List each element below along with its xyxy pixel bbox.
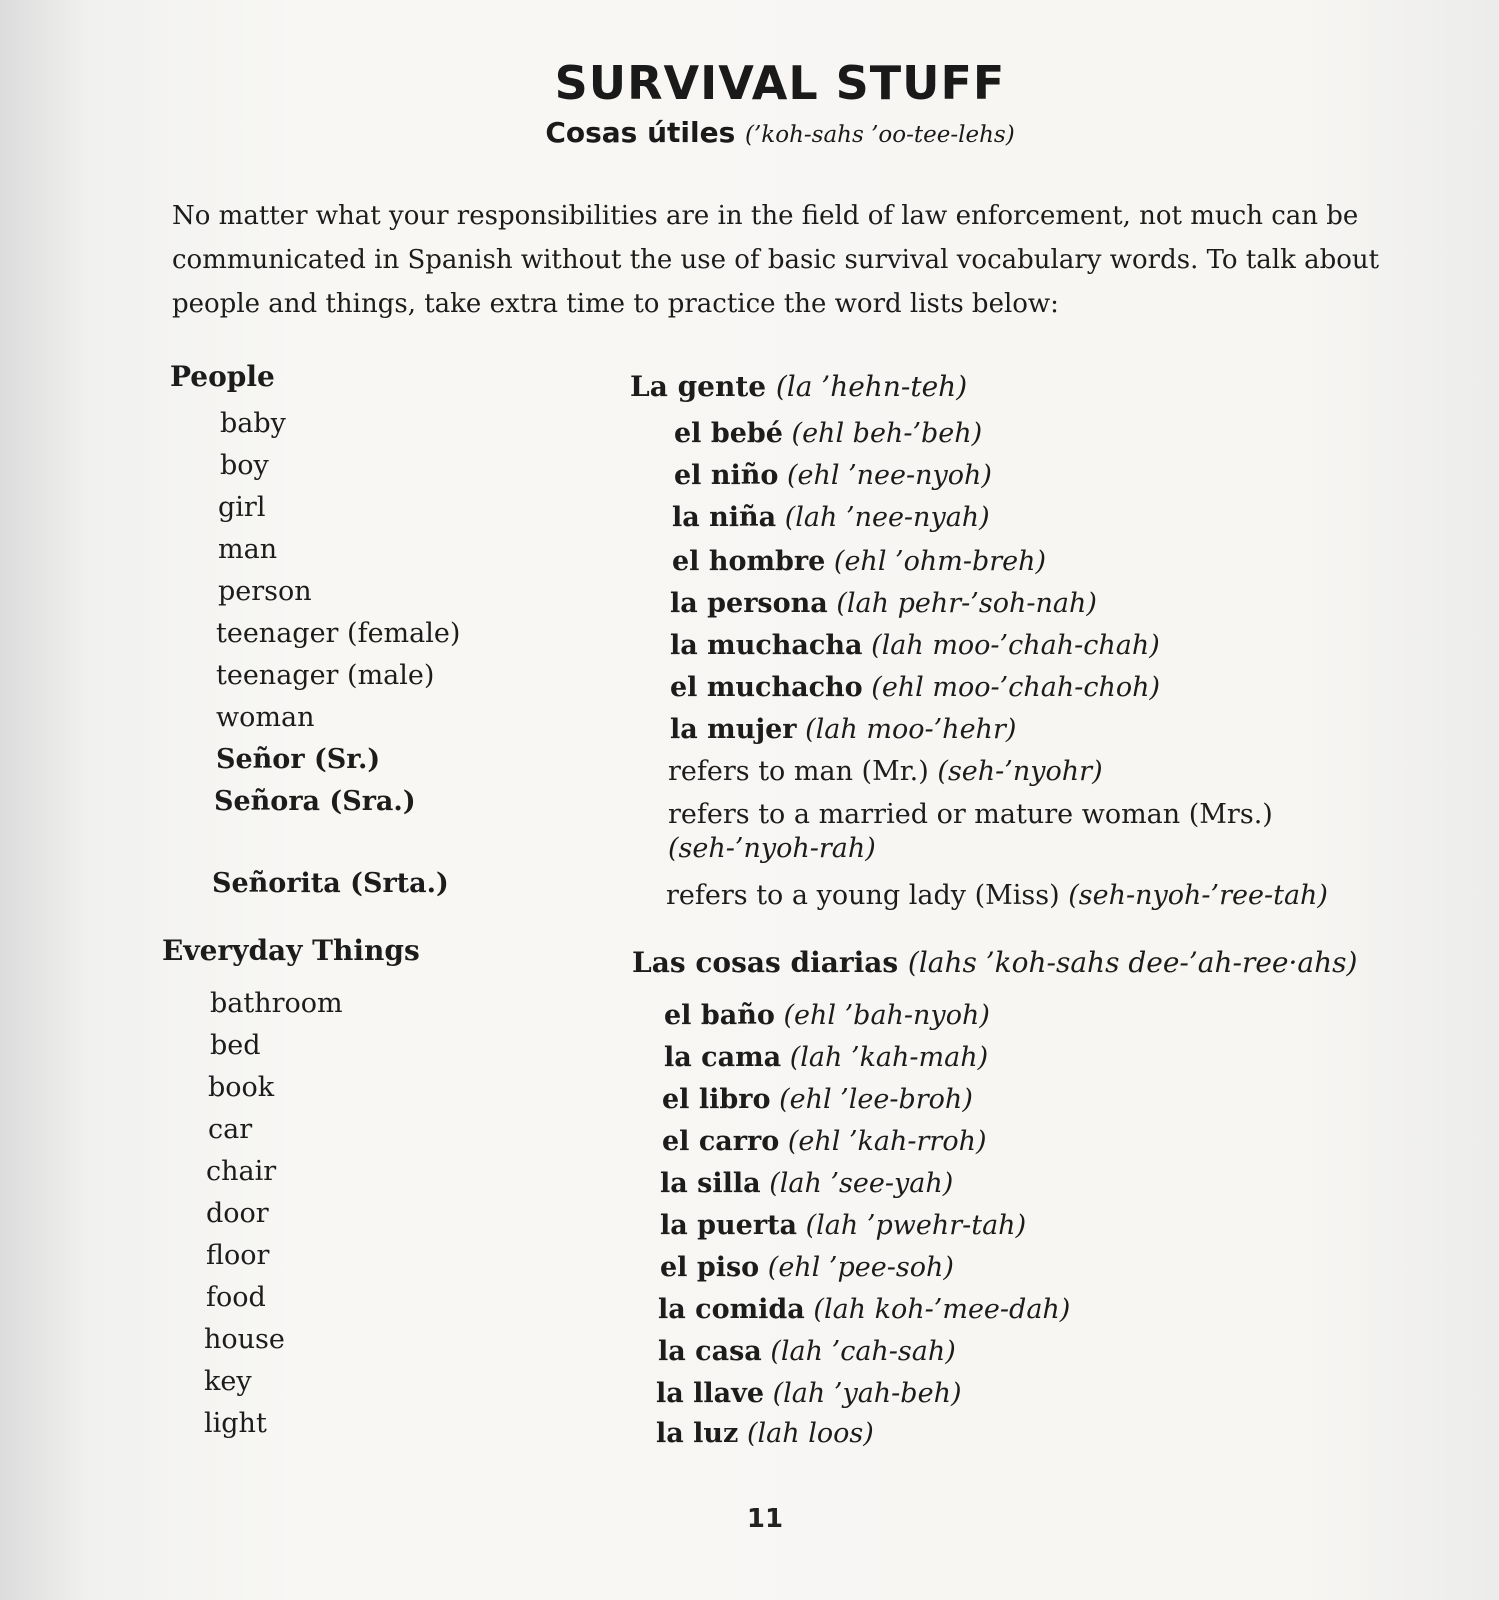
translation bbox=[670, 588, 1097, 619]
intro-text: No matter what your responsibilities are in the field of law enforcement, not much can be communicated in Spanish without the use of basic survival vocabulary words. To talk about people and things, take extra time to practice the word lists below: bbox=[172, 201, 1380, 319]
pronunciation: (lah ’cah-sah) bbox=[770, 1336, 956, 1367]
translation bbox=[656, 1378, 962, 1409]
spanish-word: la niña bbox=[672, 502, 777, 533]
spanish-word: el carro bbox=[662, 1126, 780, 1157]
spanish-word: la silla bbox=[660, 1168, 761, 1199]
list-item: girl bbox=[218, 492, 266, 523]
people-heading-es-word: La gente bbox=[630, 370, 767, 403]
list-item: food bbox=[206, 1282, 266, 1313]
spanish-word: la puerta bbox=[660, 1210, 798, 1241]
spanish-word: la llave bbox=[656, 1378, 765, 1409]
pronunciation: (ehl ’kah-rroh) bbox=[787, 1126, 987, 1157]
spanish-word: el hombre bbox=[672, 546, 826, 577]
spanish-word: la persona bbox=[670, 588, 828, 619]
spanish-word: la muchacha bbox=[670, 630, 863, 661]
title-term: Señora (Sra.) bbox=[214, 786, 416, 817]
subtitle-pronunciation: (’koh-sahs ’oo-tee-lehs) bbox=[745, 122, 1015, 148]
description-text: refers to a young lady (Miss) bbox=[666, 880, 1060, 911]
pronunciation: (ehl beh-’beh) bbox=[791, 418, 983, 449]
translation bbox=[664, 1042, 988, 1073]
pronunciation: (ehl ’nee-nyoh) bbox=[786, 460, 992, 491]
list-item: boy bbox=[220, 450, 269, 481]
list-item: car bbox=[208, 1114, 253, 1145]
translation bbox=[662, 1084, 973, 1115]
things-heading-en: Everyday Things bbox=[162, 934, 420, 967]
list-item: book bbox=[208, 1072, 275, 1103]
spanish-word: el libro bbox=[662, 1084, 771, 1115]
translation bbox=[672, 546, 1046, 577]
pronunciation: (ehl ’pee-soh) bbox=[767, 1252, 954, 1283]
list-item: woman bbox=[216, 702, 315, 733]
page-title: SURVIVAL STUFF bbox=[554, 56, 1006, 110]
list-item: man bbox=[218, 534, 278, 565]
title-description bbox=[666, 880, 1328, 911]
list-item: key bbox=[204, 1366, 252, 1397]
subtitle-spanish: Cosas útiles bbox=[545, 116, 736, 149]
list-item: light bbox=[204, 1408, 267, 1439]
translation bbox=[658, 1336, 956, 1367]
translation bbox=[656, 1418, 874, 1449]
list-item: person bbox=[218, 576, 312, 607]
things-heading-pron: (lahs ’koh-sahs dee-’ah-ree·ahs) bbox=[907, 946, 1358, 979]
spanish-word: la mujer bbox=[670, 714, 797, 745]
list-item: baby bbox=[220, 408, 286, 439]
list-item: bathroom bbox=[210, 988, 343, 1019]
translation bbox=[660, 1210, 1026, 1241]
pronunciation: (lah ’see-yah) bbox=[769, 1168, 954, 1199]
translation bbox=[660, 1168, 953, 1199]
pronunciation: (lah pehr-’soh-nah) bbox=[836, 588, 1097, 619]
list-item: door bbox=[206, 1198, 269, 1229]
pronunciation: (seh-nyoh-’ree-tah) bbox=[1068, 880, 1328, 911]
pronunciation: (seh-’nyoh-rah) bbox=[668, 833, 876, 864]
title-description bbox=[668, 756, 1103, 787]
pronunciation: (lah ’pwehr-tah) bbox=[805, 1210, 1027, 1241]
list-item: house bbox=[204, 1324, 285, 1355]
page-subtitle bbox=[0, 116, 1499, 149]
pronunciation: (ehl ’ohm-breh) bbox=[833, 546, 1047, 577]
pronunciation: (lah loos) bbox=[746, 1418, 874, 1449]
spanish-word: la luz bbox=[656, 1418, 739, 1449]
things-heading-es-word: Las cosas diarias bbox=[632, 946, 899, 979]
spanish-word: el muchacho bbox=[670, 672, 863, 703]
translation bbox=[658, 1294, 1070, 1325]
list-item: bed bbox=[210, 1030, 261, 1061]
title-term: Señorita (Srta.) bbox=[212, 868, 449, 899]
translation bbox=[660, 1252, 954, 1283]
spanish-word: la cama bbox=[664, 1042, 782, 1073]
spanish-word: la casa bbox=[658, 1336, 762, 1367]
list-item: chair bbox=[206, 1156, 277, 1187]
list-item: teenager (female) bbox=[216, 618, 461, 649]
title-term: Señor (Sr.) bbox=[216, 744, 381, 775]
pronunciation: (lah moo-’chah-chah) bbox=[871, 630, 1160, 661]
people-heading-pron: (la ’hehn-teh) bbox=[775, 370, 968, 403]
translation bbox=[674, 460, 992, 491]
pronunciation: (ehl ’lee-broh) bbox=[779, 1084, 973, 1115]
translation bbox=[672, 502, 990, 533]
pronunciation: (lah koh-’mee-dah) bbox=[813, 1294, 1071, 1325]
pronunciation: (ehl ’bah-nyoh) bbox=[783, 1000, 990, 1031]
spanish-word: el piso bbox=[660, 1252, 760, 1283]
intro-paragraph bbox=[172, 194, 1402, 326]
spanish-word: la comida bbox=[658, 1294, 805, 1325]
page-number: 11 bbox=[746, 1504, 784, 1534]
things-heading-es bbox=[632, 946, 1357, 979]
spanish-word: el baño bbox=[664, 1000, 775, 1031]
spanish-word: el niño bbox=[674, 460, 779, 491]
translation bbox=[670, 672, 1160, 703]
translation bbox=[664, 1000, 990, 1031]
translation bbox=[662, 1126, 987, 1157]
people-heading-en: People bbox=[170, 360, 275, 393]
pronunciation: (lah ’nee-nyah) bbox=[784, 502, 990, 533]
pronunciation: (ehl moo-’chah-choh) bbox=[871, 672, 1161, 703]
people-heading-es bbox=[630, 370, 967, 403]
pronunciation: (lah moo-’hehr) bbox=[805, 714, 1017, 745]
list-item: floor bbox=[206, 1240, 270, 1271]
description-text: refers to a married or mature woman (Mrs.) bbox=[668, 799, 1273, 830]
list-item: teenager (male) bbox=[216, 660, 435, 691]
pronunciation: (lah ’kah-mah) bbox=[789, 1042, 989, 1073]
pronunciation: (lah ’yah-beh) bbox=[772, 1378, 962, 1409]
title-description bbox=[668, 798, 1408, 866]
translation bbox=[670, 714, 1016, 745]
description-text: refers to man (Mr.) bbox=[668, 756, 929, 787]
pronunciation: (seh-’nyohr) bbox=[937, 756, 1103, 787]
spanish-word: el bebé bbox=[674, 418, 783, 449]
translation bbox=[670, 630, 1160, 661]
translation bbox=[674, 418, 982, 449]
